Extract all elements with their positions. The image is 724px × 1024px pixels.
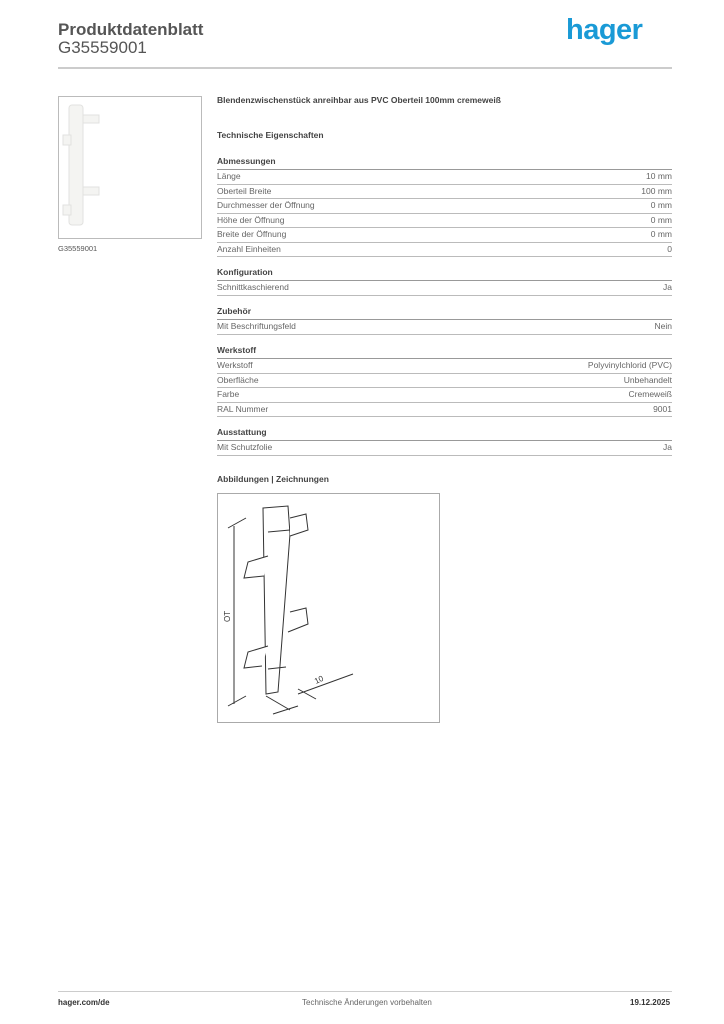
section-title: Werkstoff	[217, 345, 672, 359]
property-value: Ja	[663, 282, 672, 292]
section-title: Ausstattung	[217, 427, 672, 441]
property-row	[217, 185, 672, 200]
property-label: Oberteil Breite	[217, 185, 272, 196]
property-value: 9001	[653, 403, 672, 414]
section-abmessungen	[217, 156, 672, 257]
property-row	[217, 228, 672, 243]
dimension-height-label: OT	[223, 610, 232, 622]
property-label: Länge	[217, 171, 241, 181]
product-description: Blendenzwischenstück anreihbar aus PVC Oberteil 100mm cremeweiß	[217, 95, 501, 105]
property-value: Ja	[663, 442, 672, 452]
property-value: Nein	[654, 321, 672, 331]
property-row	[217, 403, 672, 418]
footer-website[interactable]: hager.com/de	[58, 998, 110, 1007]
property-label: Anzahl Einheiten	[217, 243, 281, 254]
property-value: Cremeweiß	[628, 389, 672, 399]
property-row	[217, 214, 672, 229]
property-label: Werkstoff	[217, 360, 253, 370]
property-label: Farbe	[217, 389, 240, 399]
section-title: Zubehör	[217, 306, 672, 320]
page-title: Produktdatenblatt	[58, 20, 204, 39]
property-label: Breite der Öffnung	[217, 229, 287, 239]
property-label: Oberfläche	[217, 374, 259, 385]
property-row	[217, 170, 672, 185]
property-value: Polyvinylchlorid (PVC)	[587, 360, 672, 370]
property-value: 0	[667, 243, 672, 254]
property-row	[217, 374, 672, 389]
footer-date: 19.12.2025	[630, 998, 671, 1007]
property-row	[217, 320, 672, 335]
property-row	[217, 199, 672, 214]
section-konfiguration	[217, 267, 672, 296]
property-row	[217, 441, 672, 456]
dimension-length-label: 10	[313, 673, 325, 686]
technical-drawing	[217, 493, 440, 723]
footer-divider	[58, 991, 672, 992]
footer-notice: Technische Änderungen vorbehalten	[302, 998, 432, 1007]
property-row	[217, 359, 672, 374]
property-label: Mit Beschriftungsfeld	[217, 321, 296, 331]
section-ausstattung	[217, 427, 672, 456]
product-image	[58, 96, 202, 239]
header-divider	[58, 67, 672, 69]
property-row	[217, 243, 672, 258]
property-label: Schnittkaschierend	[217, 282, 289, 292]
property-value: 0 mm	[650, 229, 672, 239]
section-werkstoff	[217, 345, 672, 417]
property-value: 100 mm	[641, 185, 672, 196]
property-label: Höhe der Öffnung	[217, 214, 285, 225]
section-subtitle: Technische Eigenschaften	[217, 130, 324, 140]
property-row	[217, 388, 672, 403]
section-title: Konfiguration	[217, 267, 672, 281]
hager-logo: hager	[566, 14, 643, 46]
property-row	[217, 281, 672, 296]
property-label: Durchmesser der Öffnung	[217, 200, 315, 210]
section-title: Abmessungen	[217, 156, 672, 170]
product-code: G35559001	[58, 38, 147, 57]
property-value: 0 mm	[650, 200, 672, 210]
drawings-title: Abbildungen | Zeichnungen	[217, 474, 329, 484]
property-value: Unbehandelt	[623, 374, 672, 385]
image-caption: G35559001	[58, 244, 98, 253]
property-label: Mit Schutzfolie	[217, 442, 273, 452]
property-value: 10 mm	[646, 171, 672, 181]
property-label: RAL Nummer	[217, 403, 269, 414]
section-zubehör	[217, 306, 672, 335]
property-value: 0 mm	[650, 214, 672, 225]
